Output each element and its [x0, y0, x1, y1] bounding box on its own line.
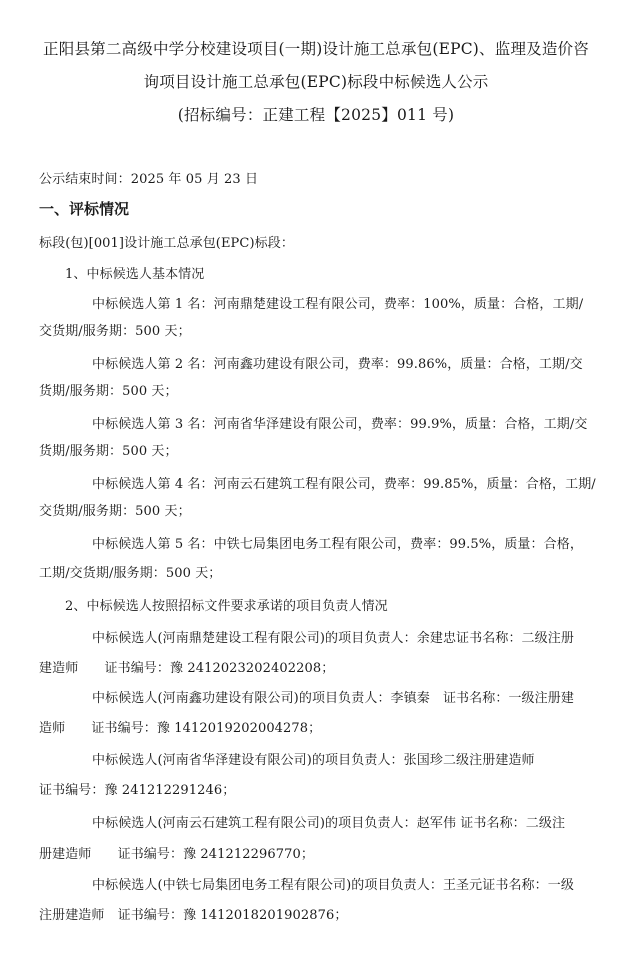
manager-4-line-2: 册建造师 证书编号：豫 241212296770； — [39, 847, 314, 862]
lot-line: 标段(包)[001]设计施工总承包(EPC)标段： — [39, 236, 294, 251]
candidate-2-line-2: 货期/服务期：500 天； — [39, 384, 178, 399]
title-line-1: 正阳县第二高级中学分校建设项目(一期)设计施工总承包(EPC)、监理及造价咨 — [43, 40, 589, 58]
manager-4-line-1: 中标候选人(河南云石建筑工程有限公司)的项目负责人：赵军伟 证书名称：二级注 — [92, 816, 566, 831]
manager-1-line-1: 中标候选人(河南鼎楚建设工程有限公司)的项目负责人：余建忠证书名称：二级注册 — [92, 631, 574, 646]
candidate-2-line-1: 中标候选人第 2 名：河南鑫功建设有限公司，费率：99.86%，质量：合格，工期/交 — [92, 357, 583, 372]
candidate-3-line-2: 货期/服务期：500 天； — [39, 444, 178, 459]
section-1-heading: 一、评标情况 — [39, 200, 130, 218]
subsection-1-heading: 1、中标候选人基本情况 — [65, 267, 205, 282]
publicity-end-time: 公示结束时间：2025 年 05 月 23 日 — [39, 172, 259, 187]
title-line-3: (招标编号：正建工程【2025】011 号) — [177, 106, 455, 124]
document-title — [36, 33, 596, 132]
candidate-1-line-2: 交货期/服务期：500 天； — [39, 324, 191, 339]
manager-5-line-2: 注册建造师 证书编号：豫 1412018201902876； — [39, 908, 348, 923]
candidate-4-line-1: 中标候选人第 4 名：河南云石建筑工程有限公司，费率：99.85%，质量：合格，工期/ — [92, 477, 596, 492]
candidate-3-line-1: 中标候选人第 3 名：河南省华泽建设有限公司，费率：99.9%，质量：合格，工期/交 — [92, 417, 588, 432]
manager-3-line-2: 证书编号：豫 241212291246； — [39, 783, 236, 798]
manager-1-line-2: 建造师 证书编号：豫 2412023202402208； — [39, 661, 335, 676]
manager-5-line-1: 中标候选人(中铁七局集团电务工程有限公司)的项目负责人：王圣元证书名称：一级 — [92, 878, 574, 893]
candidate-1-line-1: 中标候选人第 1 名：河南鼎楚建设工程有限公司，费率：100%，质量：合格，工期/ — [92, 297, 584, 312]
subsection-2-heading: 2、中标候选人按照招标文件要求承诺的项目负责人情况 — [65, 599, 388, 614]
manager-2-line-1: 中标候选人(河南鑫功建设有限公司)的项目负责人：李镇秦 证书名称：一级注册建 — [92, 691, 574, 706]
manager-2-line-2: 造师 证书编号：豫 1412019202004278； — [39, 721, 322, 736]
title-line-2: 询项目设计施工总承包(EPC)标段中标候选人公示 — [143, 73, 489, 91]
candidate-5-line-2: 工期/交货期/服务期：500 天； — [39, 566, 222, 581]
candidate-5-line-1: 中标候选人第 5 名：中铁七局集团电务工程有限公司，费率：99.5%，质量：合格， — [92, 537, 583, 552]
manager-3-line-1: 中标候选人(河南省华泽建设有限公司)的项目负责人：张国珍二级注册建造师 — [92, 753, 535, 768]
candidate-4-line-2: 交货期/服务期：500 天； — [39, 504, 191, 519]
